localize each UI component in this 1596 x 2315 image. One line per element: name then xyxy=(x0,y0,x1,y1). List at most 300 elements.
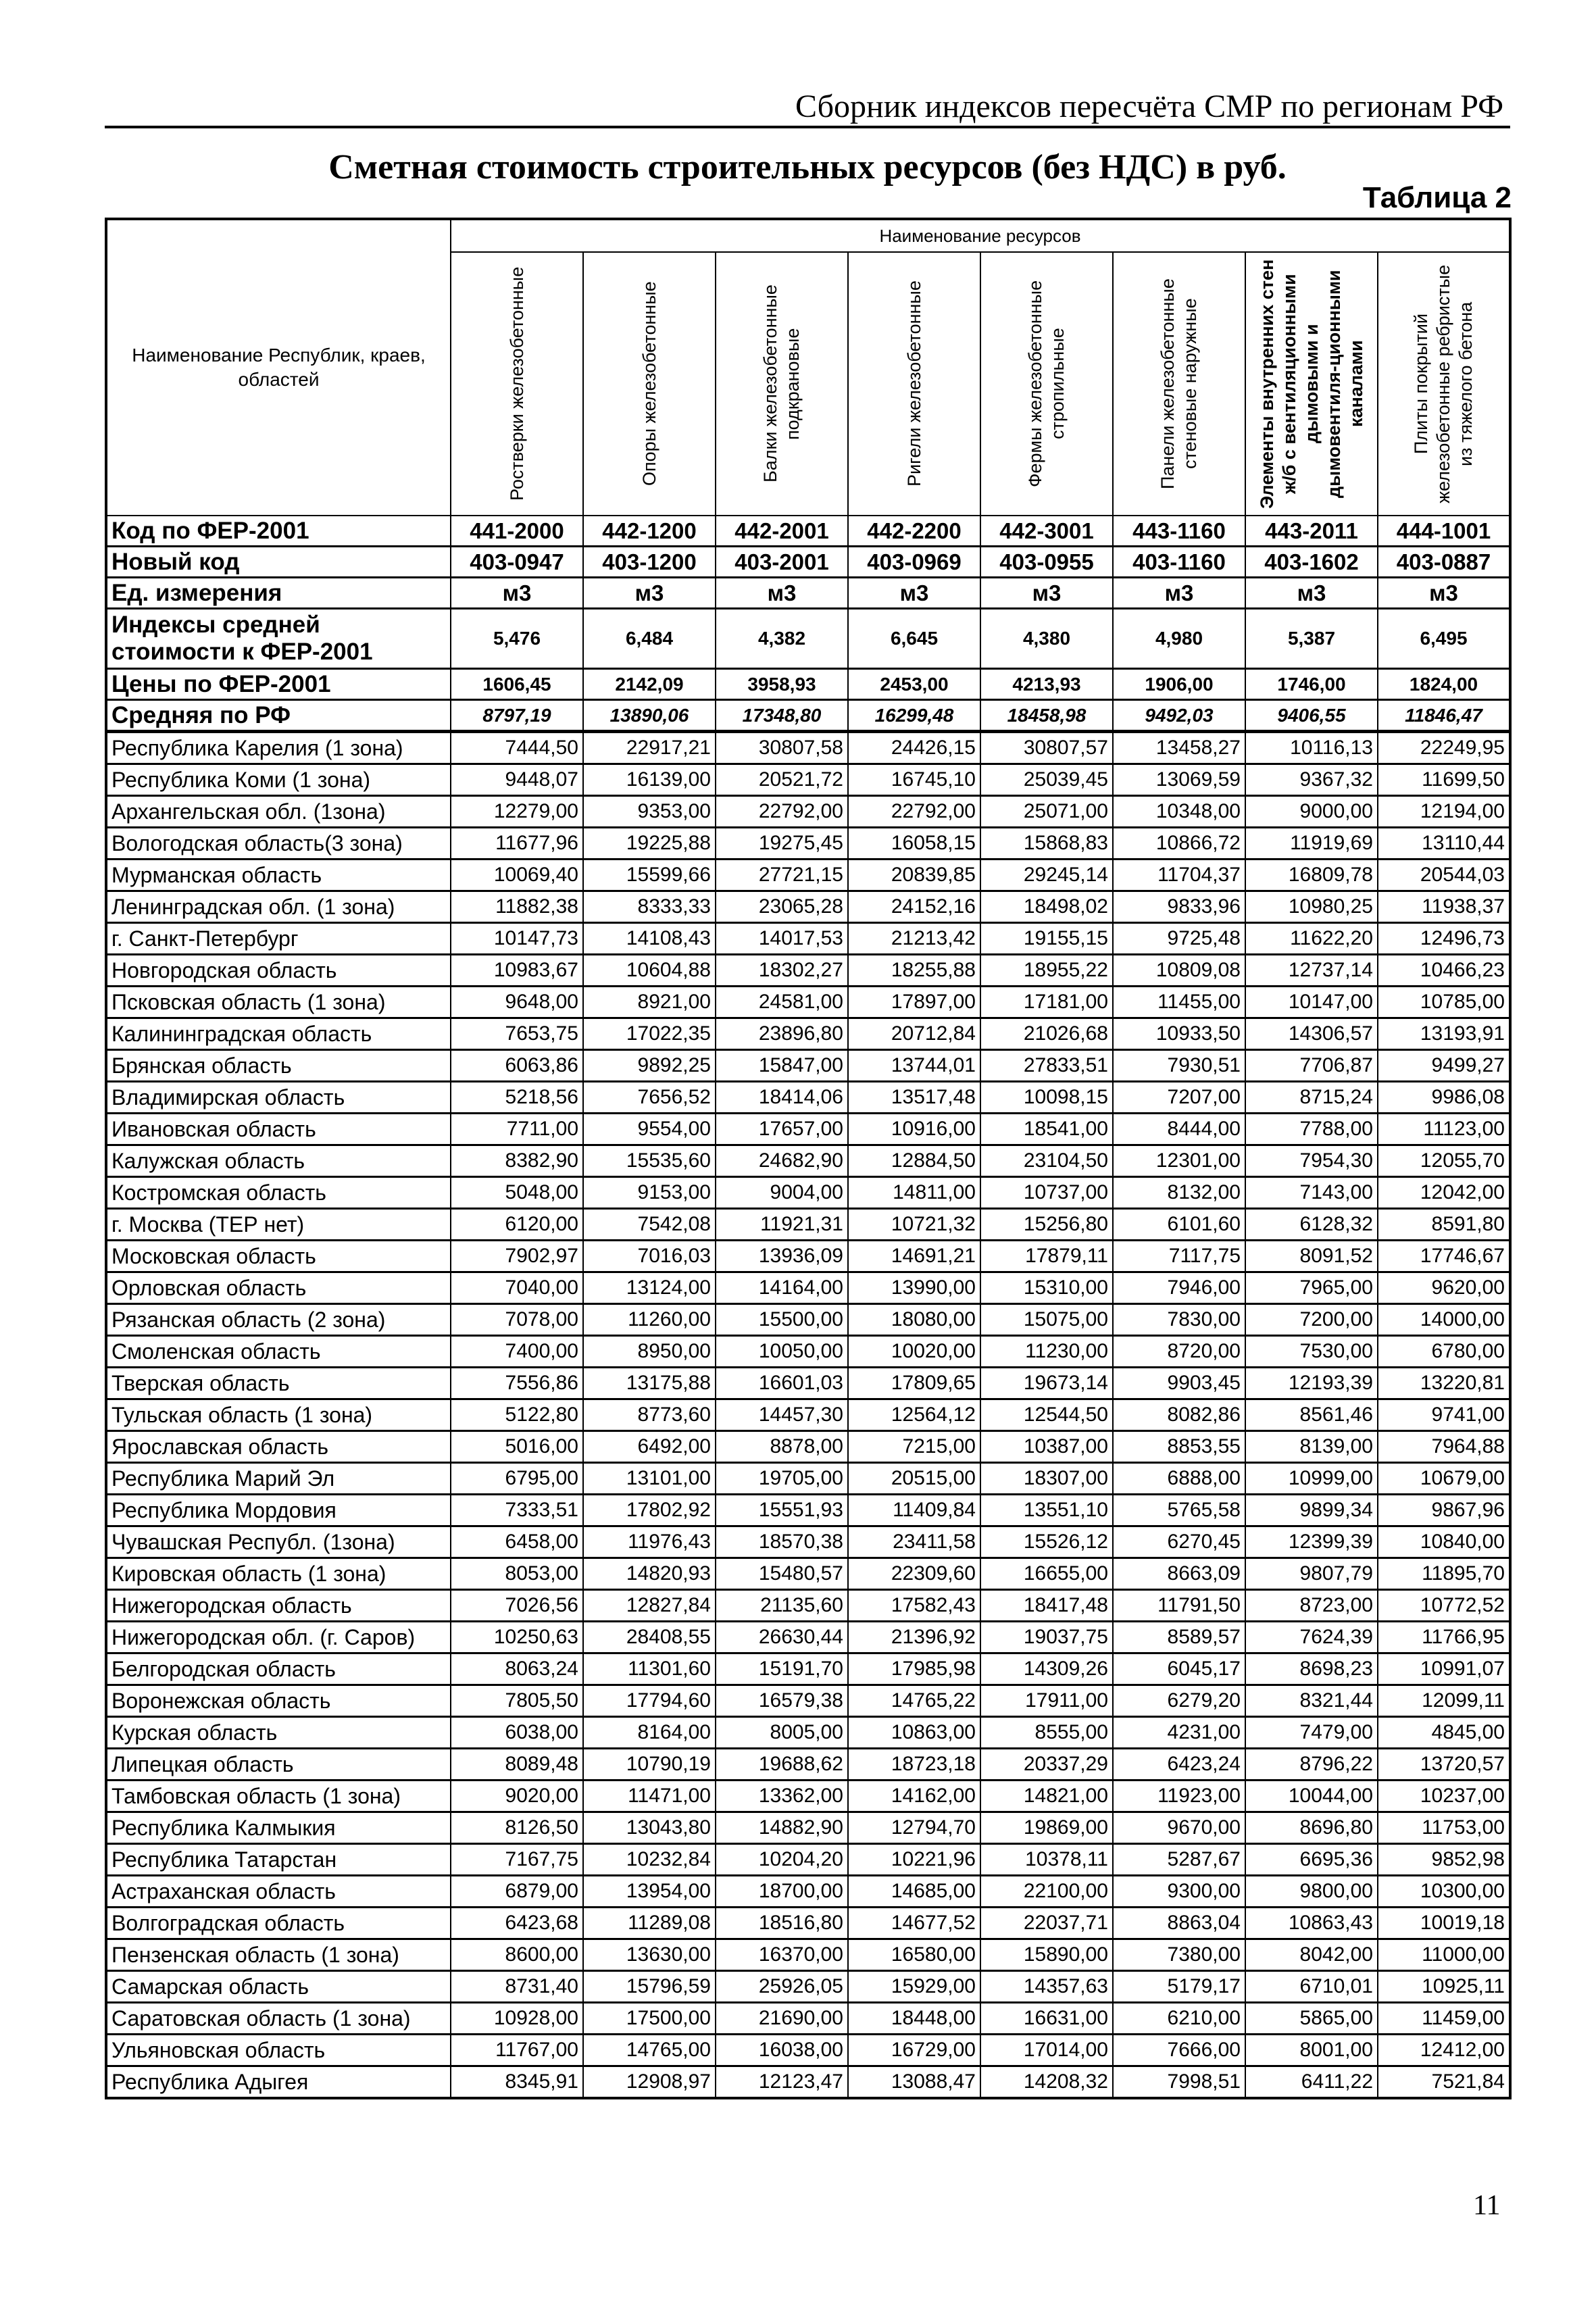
price-cell: 7200,00 xyxy=(1245,1304,1378,1336)
table-row xyxy=(106,1304,1510,1336)
price-cell: 19688,62 xyxy=(716,1749,848,1781)
price-cell: 9620,00 xyxy=(1378,1272,1510,1304)
price-cell: 12794,70 xyxy=(848,1812,980,1844)
rf-average-row xyxy=(106,700,1510,732)
resource-column-header xyxy=(1378,252,1510,516)
price-cell: 19705,00 xyxy=(716,1463,848,1495)
price-cell: 11289,08 xyxy=(583,1908,716,1939)
price-cell: 13193,91 xyxy=(1378,1018,1510,1050)
price-cell: 10019,18 xyxy=(1378,1908,1510,1939)
price-cell: 10044,00 xyxy=(1245,1781,1378,1812)
price-cell: 17809,65 xyxy=(848,1368,980,1399)
price-cell: 10300,00 xyxy=(1378,1876,1510,1908)
price-cell: 18955,22 xyxy=(980,955,1113,987)
price-cell: 13517,48 xyxy=(848,1082,980,1114)
price-cell: 7444,50 xyxy=(451,732,583,764)
price-cell: 5287,67 xyxy=(1113,1844,1245,1876)
price-cell: 6458,00 xyxy=(451,1526,583,1558)
price-cell: 8333,33 xyxy=(583,891,716,923)
price-cell: 18498,02 xyxy=(980,891,1113,923)
price-cell: 11767,00 xyxy=(451,2035,583,2066)
table-row xyxy=(106,987,1510,1018)
price-cell: 8321,44 xyxy=(1245,1685,1378,1717)
price-cell: 9800,00 xyxy=(1245,1876,1378,1908)
resource-name: Фермы железобетонные стропильные xyxy=(1025,280,1068,488)
region-name: Республика Калмыкия xyxy=(106,1812,451,1844)
price-cell: 12099,11 xyxy=(1378,1685,1510,1717)
region-name: Смоленская область xyxy=(106,1336,451,1368)
price-cell: 25039,45 xyxy=(980,764,1113,796)
price-cell: 14000,00 xyxy=(1378,1304,1510,1336)
table-row xyxy=(106,1368,1510,1399)
price-cell: 7400,00 xyxy=(451,1336,583,1368)
cell-value: 2453,00 xyxy=(848,669,980,700)
price-cell: 8345,91 xyxy=(451,2066,583,2099)
price-cell: 7040,00 xyxy=(451,1272,583,1304)
price-cell: 8878,00 xyxy=(716,1431,848,1463)
price-cell: 23065,28 xyxy=(716,891,848,923)
price-cell: 30807,58 xyxy=(716,732,848,764)
price-cell: 15191,70 xyxy=(716,1653,848,1685)
price-cell: 10991,07 xyxy=(1378,1653,1510,1685)
cell-value: 444-1001 xyxy=(1378,516,1510,547)
table-row xyxy=(106,1463,1510,1495)
price-cell: 10983,67 xyxy=(451,955,583,987)
price-cell: 7479,00 xyxy=(1245,1717,1378,1749)
price-cell: 6270,45 xyxy=(1113,1526,1245,1558)
price-cell: 11260,00 xyxy=(583,1304,716,1336)
fer-code-row xyxy=(106,516,1510,547)
region-name: Ульяновская область xyxy=(106,2035,451,2066)
price-cell: 22917,21 xyxy=(583,732,716,764)
price-cell: 12399,39 xyxy=(1245,1526,1378,1558)
price-cell: 10863,43 xyxy=(1245,1908,1378,1939)
table-row xyxy=(106,1717,1510,1749)
price-cell: 8600,00 xyxy=(451,1939,583,1971)
cell-value: 11846,47 xyxy=(1378,700,1510,732)
price-cell: 12301,00 xyxy=(1113,1145,1245,1177)
price-cell: 10980,25 xyxy=(1245,891,1378,923)
price-cell: 20515,00 xyxy=(848,1463,980,1495)
price-cell: 17985,98 xyxy=(848,1653,980,1685)
price-cell: 15890,00 xyxy=(980,1939,1113,1971)
region-name: Белгородская область xyxy=(106,1653,451,1685)
price-cell: 13936,09 xyxy=(716,1241,848,1272)
resource-column-header xyxy=(1245,252,1378,516)
price-cell: 7706,87 xyxy=(1245,1050,1378,1082)
price-cell: 7902,97 xyxy=(451,1241,583,1272)
price-cell: 10679,00 xyxy=(1378,1463,1510,1495)
price-cell: 19225,88 xyxy=(583,828,716,860)
price-cell: 6780,00 xyxy=(1378,1336,1510,1368)
cell-value: 17348,80 xyxy=(716,700,848,732)
price-cell: 29245,14 xyxy=(980,860,1113,891)
price-cell: 26630,44 xyxy=(716,1622,848,1653)
resource-column-header xyxy=(583,252,716,516)
price-cell: 7167,75 xyxy=(451,1844,583,1876)
price-cell: 19155,15 xyxy=(980,923,1113,955)
table-row xyxy=(106,1114,1510,1145)
table-row xyxy=(106,1495,1510,1526)
cell-value: 442-2001 xyxy=(716,516,848,547)
price-cell: 7530,00 xyxy=(1245,1336,1378,1368)
price-cell: 11895,70 xyxy=(1378,1558,1510,1590)
price-cell: 23411,58 xyxy=(848,1526,980,1558)
region-name: Пензенская область (1 зона) xyxy=(106,1939,451,1971)
page-number: 11 xyxy=(1473,2190,1501,2221)
price-cell: 6695,36 xyxy=(1245,1844,1378,1876)
cell-value: 403-0955 xyxy=(980,547,1113,578)
price-cell: 7964,88 xyxy=(1378,1431,1510,1463)
price-cell: 14017,53 xyxy=(716,923,848,955)
region-name: Республика Карелия (1 зона) xyxy=(106,732,451,764)
price-cell: 12564,12 xyxy=(848,1399,980,1431)
price-cell: 8773,60 xyxy=(583,1399,716,1431)
table-row xyxy=(106,1622,1510,1653)
price-cell: 10466,23 xyxy=(1378,955,1510,987)
price-cell: 10737,00 xyxy=(980,1177,1113,1209)
price-cell: 17022,35 xyxy=(583,1018,716,1050)
fer-price-row xyxy=(106,669,1510,700)
price-cell: 4231,00 xyxy=(1113,1717,1245,1749)
price-cell: 7930,51 xyxy=(1113,1050,1245,1082)
price-cell: 12737,14 xyxy=(1245,955,1378,987)
price-cell: 18302,27 xyxy=(716,955,848,987)
price-cell: 10250,63 xyxy=(451,1622,583,1653)
price-cell: 14108,43 xyxy=(583,923,716,955)
table-row xyxy=(106,1685,1510,1717)
price-cell: 15500,00 xyxy=(716,1304,848,1336)
region-name: Псковская область (1 зона) xyxy=(106,987,451,1018)
price-cell: 8921,00 xyxy=(583,987,716,1018)
resource-column-header xyxy=(716,252,848,516)
price-cell: 14821,00 xyxy=(980,1781,1113,1812)
row-label: Новый код xyxy=(106,547,451,578)
price-cell: 22792,00 xyxy=(716,796,848,828)
price-cell: 12193,39 xyxy=(1245,1368,1378,1399)
meta-rows xyxy=(106,516,1510,732)
price-cell: 8132,00 xyxy=(1113,1177,1245,1209)
price-cell: 11301,60 xyxy=(583,1653,716,1685)
cell-value: 403-1602 xyxy=(1245,547,1378,578)
price-cell: 16580,00 xyxy=(848,1939,980,1971)
resource-column-header xyxy=(980,252,1113,516)
price-cell: 9903,45 xyxy=(1113,1368,1245,1399)
price-cell: 10772,52 xyxy=(1378,1590,1510,1622)
price-cell: 10840,00 xyxy=(1378,1526,1510,1558)
price-cell: 19037,75 xyxy=(980,1622,1113,1653)
price-cell: 8001,00 xyxy=(1245,2035,1378,2066)
row-label: Код по ФЕР-2001 xyxy=(106,516,451,547)
price-cell: 17014,00 xyxy=(980,2035,1113,2066)
price-cell: 11677,96 xyxy=(451,828,583,860)
price-cell: 12055,70 xyxy=(1378,1145,1510,1177)
region-name: Нижегородская область xyxy=(106,1590,451,1622)
price-cell: 21026,68 xyxy=(980,1018,1113,1050)
price-cell: 24152,16 xyxy=(848,891,980,923)
price-cell: 5765,58 xyxy=(1113,1495,1245,1526)
region-name: Чувашская Республ. (1зона) xyxy=(106,1526,451,1558)
price-cell: 7521,84 xyxy=(1378,2066,1510,2099)
price-cell: 14162,00 xyxy=(848,1781,980,1812)
region-name: Новгородская область xyxy=(106,955,451,987)
region-name: Республика Коми (1 зона) xyxy=(106,764,451,796)
price-cell: 17794,60 xyxy=(583,1685,716,1717)
cell-value: 403-1160 xyxy=(1113,547,1245,578)
price-cell: 8591,80 xyxy=(1378,1209,1510,1241)
price-cell: 22037,71 xyxy=(980,1908,1113,1939)
table-row xyxy=(106,1145,1510,1177)
region-name: Вологодская область(3 зона) xyxy=(106,828,451,860)
price-cell: 14820,93 xyxy=(583,1558,716,1590)
cell-value: 5,476 xyxy=(451,609,583,669)
region-name: Самарская область xyxy=(106,1971,451,2003)
price-cell: 6279,20 xyxy=(1113,1685,1245,1717)
price-cell: 11704,37 xyxy=(1113,860,1245,891)
resource-name: Ростверки железобетонные xyxy=(506,266,527,501)
resource-name: Опоры железобетонные xyxy=(639,281,659,487)
cell-value: 1906,00 xyxy=(1113,669,1245,700)
price-cell: 9499,27 xyxy=(1378,1050,1510,1082)
price-cell: 11230,00 xyxy=(980,1336,1113,1368)
price-cell: 8720,00 xyxy=(1113,1336,1245,1368)
region-name: Калужская область xyxy=(106,1145,451,1177)
cell-value: 4,980 xyxy=(1113,609,1245,669)
price-cell: 13110,44 xyxy=(1378,828,1510,860)
cell-value: 4,382 xyxy=(716,609,848,669)
region-name: Рязанская область (2 зона) xyxy=(106,1304,451,1336)
region-name: Нижегородская обл. (г. Саров) xyxy=(106,1622,451,1653)
price-cell: 14208,32 xyxy=(980,2066,1113,2099)
cell-value: м3 xyxy=(1378,578,1510,609)
price-cell: 10221,96 xyxy=(848,1844,980,1876)
price-cell: 18307,00 xyxy=(980,1463,1113,1495)
price-cell: 10916,00 xyxy=(848,1114,980,1145)
price-cell: 6423,68 xyxy=(451,1908,583,1939)
price-cell: 7788,00 xyxy=(1245,1114,1378,1145)
price-cell: 8555,00 xyxy=(980,1717,1113,1749)
price-cell: 11123,00 xyxy=(1378,1114,1510,1145)
price-cell: 18255,88 xyxy=(848,955,980,987)
price-cell: 14691,21 xyxy=(848,1241,980,1272)
price-cell: 9353,00 xyxy=(583,796,716,828)
price-cell: 14164,00 xyxy=(716,1272,848,1304)
price-cell: 14306,57 xyxy=(1245,1018,1378,1050)
price-cell: 24682,90 xyxy=(716,1145,848,1177)
price-cell: 7656,52 xyxy=(583,1082,716,1114)
price-cell: 24581,00 xyxy=(716,987,848,1018)
cell-value: 8797,19 xyxy=(451,700,583,732)
cell-value: 403-0887 xyxy=(1378,547,1510,578)
cell-value: м3 xyxy=(1113,578,1245,609)
region-name: Тамбовская область (1 зона) xyxy=(106,1781,451,1812)
cell-value: 2142,09 xyxy=(583,669,716,700)
price-cell: 7653,75 xyxy=(451,1018,583,1050)
price-cell: 11766,95 xyxy=(1378,1622,1510,1653)
new-code-row xyxy=(106,547,1510,578)
price-cell: 20712,84 xyxy=(848,1018,980,1050)
price-cell: 10785,00 xyxy=(1378,987,1510,1018)
price-cell: 11459,00 xyxy=(1378,2003,1510,2035)
price-cell: 7207,00 xyxy=(1113,1082,1245,1114)
price-cell: 18723,18 xyxy=(848,1749,980,1781)
price-cell: 23104,50 xyxy=(980,1145,1113,1177)
price-cell: 19275,45 xyxy=(716,828,848,860)
table-row xyxy=(106,923,1510,955)
resource-group-header: Наименование ресурсов xyxy=(451,219,1510,252)
cell-value: 403-1200 xyxy=(583,547,716,578)
price-cell: 5016,00 xyxy=(451,1431,583,1463)
price-cell: 13551,10 xyxy=(980,1495,1113,1526)
price-cell: 11938,37 xyxy=(1378,891,1510,923)
price-cell: 9852,98 xyxy=(1378,1844,1510,1876)
price-cell: 21213,42 xyxy=(848,923,980,955)
document-title: Сметная стоимость строительных ресурсов (без НДС) в руб. xyxy=(328,148,1287,186)
region-name: Костромская область xyxy=(106,1177,451,1209)
price-cell: 8698,23 xyxy=(1245,1653,1378,1685)
price-cell: 9448,07 xyxy=(451,764,583,796)
price-cell: 7805,50 xyxy=(451,1685,583,1717)
cell-value: 9492,03 xyxy=(1113,700,1245,732)
price-cell: 22792,00 xyxy=(848,796,980,828)
price-cell: 12042,00 xyxy=(1378,1177,1510,1209)
table-row xyxy=(106,1050,1510,1082)
table-row xyxy=(106,1749,1510,1781)
price-cell: 10721,32 xyxy=(848,1209,980,1241)
price-cell: 10237,00 xyxy=(1378,1781,1510,1812)
price-cell: 16058,15 xyxy=(848,828,980,860)
region-name: Республика Марий Эл xyxy=(106,1463,451,1495)
cell-value: м3 xyxy=(1245,578,1378,609)
table-row xyxy=(106,1526,1510,1558)
price-cell: 14457,30 xyxy=(716,1399,848,1431)
price-cell: 17746,67 xyxy=(1378,1241,1510,1272)
price-cell: 5179,17 xyxy=(1113,1971,1245,2003)
price-cell: 18414,06 xyxy=(716,1082,848,1114)
price-cell: 7143,00 xyxy=(1245,1177,1378,1209)
price-cell: 10204,20 xyxy=(716,1844,848,1876)
cell-value: 403-2001 xyxy=(716,547,848,578)
price-cell: 10020,00 xyxy=(848,1336,980,1368)
region-name: г. Санкт-Петербург xyxy=(106,923,451,955)
price-cell: 11882,38 xyxy=(451,891,583,923)
price-cell: 13954,00 xyxy=(583,1876,716,1908)
cell-value: 4213,93 xyxy=(980,669,1113,700)
price-cell: 14685,00 xyxy=(848,1876,980,1908)
price-cell: 10863,00 xyxy=(848,1717,980,1749)
price-cell: 11753,00 xyxy=(1378,1812,1510,1844)
price-cell: 8089,48 xyxy=(451,1749,583,1781)
price-cell: 16745,10 xyxy=(848,764,980,796)
resource-name: Элементы внутренних стен ж/б с вентиляционными дымовыми и дымовентиля-ционными каналами xyxy=(1256,259,1366,509)
region-name: Владимирская область xyxy=(106,1082,451,1114)
price-cell: 17657,00 xyxy=(716,1114,848,1145)
price-cell: 16579,38 xyxy=(716,1685,848,1717)
region-name: Астраханская область xyxy=(106,1876,451,1908)
region-name: Брянская область xyxy=(106,1050,451,1082)
price-cell: 9867,96 xyxy=(1378,1495,1510,1526)
price-cell: 6101,60 xyxy=(1113,1209,1245,1241)
table-row xyxy=(106,1939,1510,1971)
price-cell: 8723,00 xyxy=(1245,1590,1378,1622)
price-cell: 9899,34 xyxy=(1245,1495,1378,1526)
cell-value: м3 xyxy=(848,578,980,609)
row-label: Цены по ФЕР-2001 xyxy=(106,669,451,700)
price-cell: 10232,84 xyxy=(583,1844,716,1876)
unit-row xyxy=(106,578,1510,609)
region-name: Липецкая область xyxy=(106,1749,451,1781)
header-rule xyxy=(105,126,1510,128)
index-row xyxy=(106,609,1510,669)
price-cell: 19869,00 xyxy=(980,1812,1113,1844)
price-cell: 13220,81 xyxy=(1378,1368,1510,1399)
price-cell: 14811,00 xyxy=(848,1177,980,1209)
price-cell: 18541,00 xyxy=(980,1114,1113,1145)
cell-value: 6,495 xyxy=(1378,609,1510,669)
region-name: Волгоградская область xyxy=(106,1908,451,1939)
cell-value: 9406,55 xyxy=(1245,700,1378,732)
region-name: Республика Адыгея xyxy=(106,2066,451,2099)
price-cell: 15847,00 xyxy=(716,1050,848,1082)
table-row xyxy=(106,1844,1510,1876)
price-cell: 15929,00 xyxy=(848,1971,980,2003)
price-cell: 21396,92 xyxy=(848,1622,980,1653)
price-cell: 11699,50 xyxy=(1378,764,1510,796)
price-cell: 11921,31 xyxy=(716,1209,848,1241)
price-cell: 9300,00 xyxy=(1113,1876,1245,1908)
price-cell: 11923,00 xyxy=(1113,1781,1245,1812)
table-row xyxy=(106,1908,1510,1939)
price-cell: 5048,00 xyxy=(451,1177,583,1209)
price-cell: 10050,00 xyxy=(716,1336,848,1368)
price-cell: 15551,93 xyxy=(716,1495,848,1526)
table-row xyxy=(106,860,1510,891)
price-cell: 18570,38 xyxy=(716,1526,848,1558)
price-cell: 19673,14 xyxy=(980,1368,1113,1399)
table-row xyxy=(106,796,1510,828)
price-cell: 15075,00 xyxy=(980,1304,1113,1336)
price-cell: 8731,40 xyxy=(451,1971,583,2003)
price-cell: 15526,12 xyxy=(980,1526,1113,1558)
resource-column-header xyxy=(451,252,583,516)
price-cell: 10925,11 xyxy=(1378,1971,1510,2003)
price-cell: 9725,48 xyxy=(1113,923,1245,955)
price-cell: 14357,63 xyxy=(980,1971,1113,2003)
price-cell: 28408,55 xyxy=(583,1622,716,1653)
price-cell: 14677,52 xyxy=(848,1908,980,1939)
price-cell: 9004,00 xyxy=(716,1177,848,1209)
price-cell: 21135,60 xyxy=(716,1590,848,1622)
cell-value: 403-0969 xyxy=(848,547,980,578)
price-cell: 4845,00 xyxy=(1378,1717,1510,1749)
cell-value: 13890,06 xyxy=(583,700,716,732)
table-row xyxy=(106,1812,1510,1844)
price-cell: 13630,00 xyxy=(583,1939,716,1971)
resource-column-header xyxy=(1113,252,1245,516)
running-head: Сборник индексов пересчёта СМР по регионам РФ xyxy=(795,89,1503,124)
price-cell: 7998,51 xyxy=(1113,2066,1245,2099)
region-name: Ярославская область xyxy=(106,1431,451,1463)
price-cell: 18080,00 xyxy=(848,1304,980,1336)
price-cell: 9807,79 xyxy=(1245,1558,1378,1590)
price-cell: 10069,40 xyxy=(451,860,583,891)
price-cell: 24426,15 xyxy=(848,732,980,764)
price-cell: 13362,00 xyxy=(716,1781,848,1812)
price-cell: 6795,00 xyxy=(451,1463,583,1495)
price-cell: 18700,00 xyxy=(716,1876,848,1908)
price-cell: 27833,51 xyxy=(980,1050,1113,1082)
region-name: Воронежская область xyxy=(106,1685,451,1717)
